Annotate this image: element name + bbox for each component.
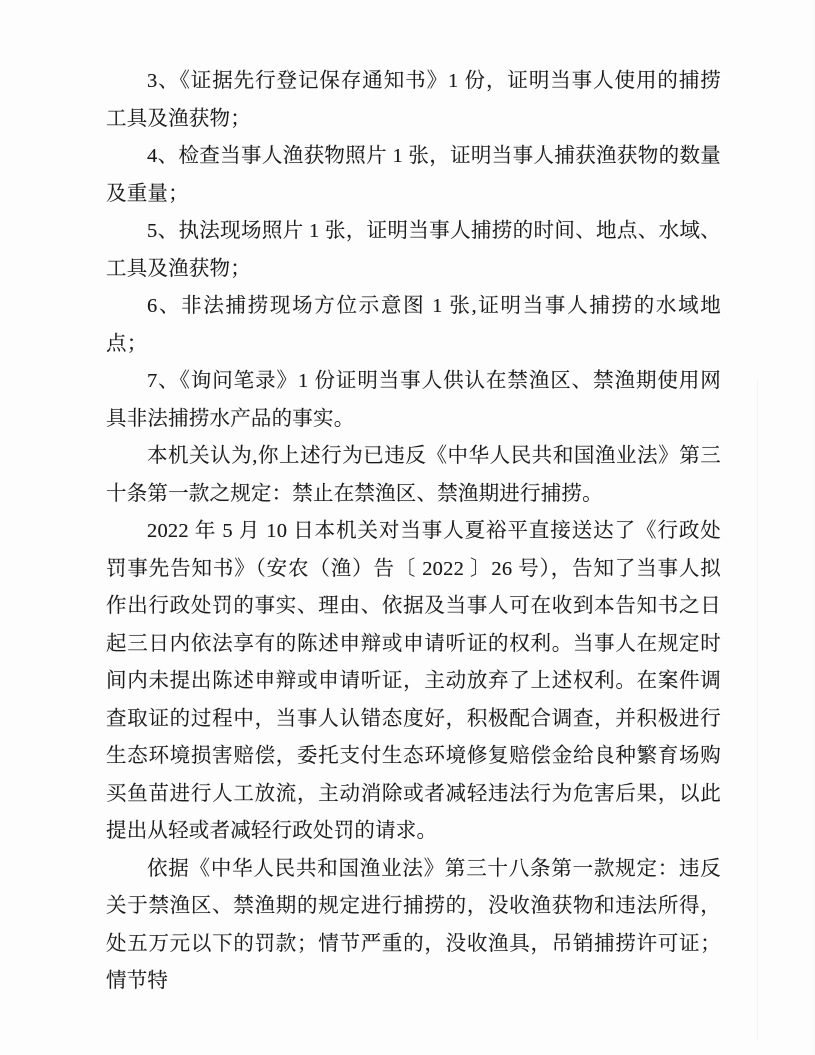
prior-notice-statement: 2022 年 5 月 10 日本机关对当事人夏裕平直接送达了《行政处罚事先告知书》（安农（渔）告〔 2022 〕26 号），告知了当事人拟作出行政处罚的事实、理由、依据及当事人可在收到本告知书之日起三日内依法享有的陈述申辩或申请听证的权利。当事人在规定时间内未提出陈述申辩或申请听证，主动放弃了上述权利。在案件调查取证的过程中，当事人认错态度好，积极配合调查，并积极进行生态环境损害赔偿，委托支付生态环境修复赔偿金给良种繁育场购买鱼苗进行人工放流，主动消除或者减轻违法行为危害后果，以此提出从轻或者减轻行政处罚的请求。 <box>106 520 721 842</box>
evidence-item-4: 4、检查当事人渔获物照片 1 张，证明当事人捕获渔获物的数量及重量； <box>106 145 721 205</box>
evidence-item-6: 6、非法捕捞现场方位示意图 1 张,证明当事人捕捞的水域地点； <box>106 295 721 355</box>
evidence-item-5: 5、执法现场照片 1 张，证明当事人捕捞的时间、地点、水域、工具及渔获物； <box>106 220 721 280</box>
evidence-item-7: 7、《询问笔录》1 份证明当事人供认在禁渔区、禁渔期使用网具非法捕捞水产品的事实。 <box>106 370 721 430</box>
document-body <box>106 63 721 1001</box>
legal-basis-statement: 依据《中华人民共和国渔业法》第三十八条第一款规定：违反关于禁渔区、禁渔期的规定进行捕捞的，没收渔获物和违法所得，处五万元以下的罚款；情节严重的，没收渔具，吊销捕捞许可证；情节特 <box>106 857 721 992</box>
scan-edge-shading <box>809 0 815 1055</box>
evidence-item-3: 3、《证据先行登记保存通知书》1 份，证明当事人使用的捕捞工具及渔获物； <box>106 70 721 130</box>
finding-statement: 本机关认为,你上述行为已违反《中华人民共和国渔业法》第三十条第一款之规定：禁止在禁渔区、禁渔期进行捕捞。 <box>106 445 721 505</box>
scan-artifact-streak <box>757 380 758 1040</box>
